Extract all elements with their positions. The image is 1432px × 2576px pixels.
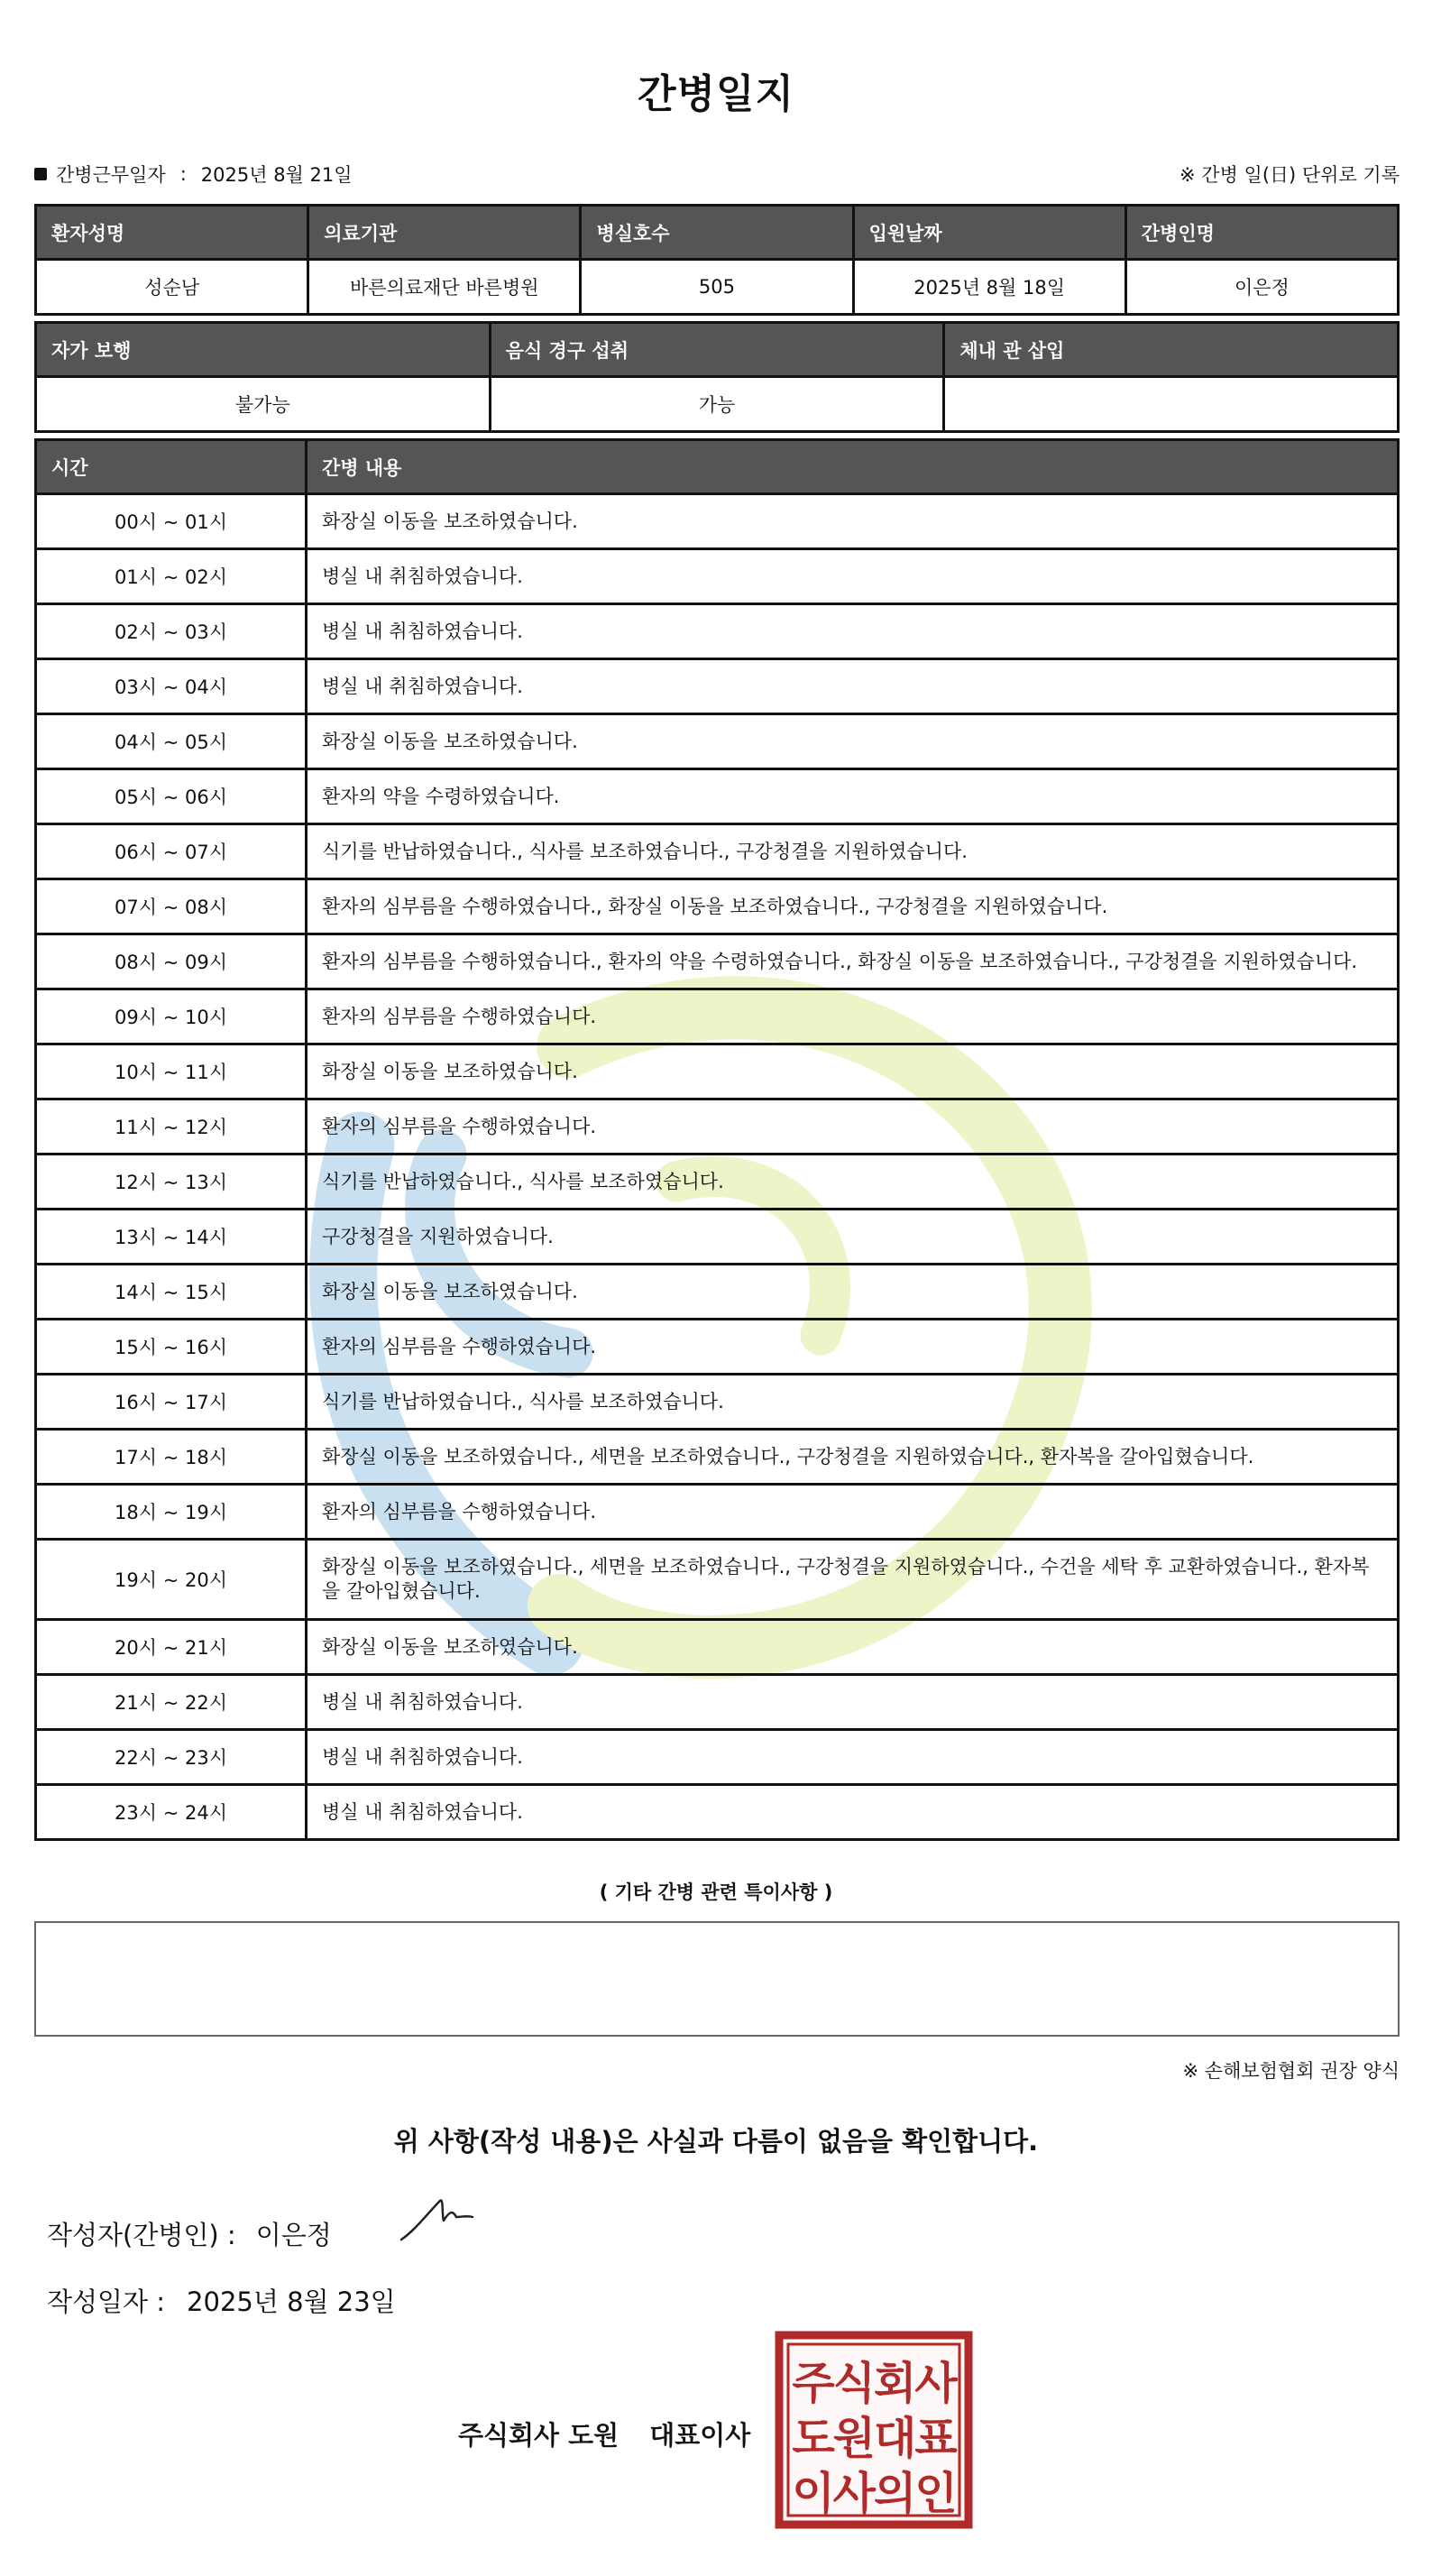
content-cell: 병실 내 취침하였습니다. xyxy=(307,1675,1399,1730)
table-row xyxy=(36,1730,1399,1785)
work-date-line xyxy=(34,161,353,188)
svg-text:이사의인: 이사의인 xyxy=(792,2468,956,2519)
caregiver-name: 이은정 xyxy=(1125,260,1398,315)
content-cell: 환자의 심부름을 수행하였습니다. xyxy=(307,1320,1399,1375)
header-self-walking: 자가 보행 xyxy=(36,323,491,377)
time-cell: 16시 ~ 17시 xyxy=(36,1375,307,1430)
table-row xyxy=(36,1265,1399,1320)
content-cell: 병실 내 취침하였습니다. xyxy=(307,1785,1399,1840)
table-row xyxy=(36,1155,1399,1210)
time-cell: 09시 ~ 10시 xyxy=(36,989,307,1044)
written-date-label: 작성일자 : xyxy=(47,2286,166,2317)
table-row xyxy=(36,1320,1399,1375)
time-cell: 07시 ~ 08시 xyxy=(36,879,307,934)
content-cell: 식기를 반납하였습니다., 식사를 보조하였습니다. xyxy=(307,1155,1399,1210)
time-cell: 11시 ~ 12시 xyxy=(36,1099,307,1155)
patient-name: 성순남 xyxy=(36,260,308,315)
header-caregiver-name: 간병인명 xyxy=(1125,206,1398,260)
time-cell: 04시 ~ 05시 xyxy=(36,714,307,769)
company-ceo-title: 대표이사 xyxy=(649,2420,751,2451)
content-cell: 화장실 이동을 보조하였습니다. xyxy=(307,494,1399,549)
time-cell: 05시 ~ 06시 xyxy=(36,769,307,824)
table-row xyxy=(36,549,1399,604)
content-cell: 화장실 이동을 보조하였습니다. xyxy=(307,714,1399,769)
admission-date: 2025년 8월 18일 xyxy=(853,260,1125,315)
oral-intake-value: 가능 xyxy=(490,377,944,432)
table-row xyxy=(36,934,1399,989)
table-row xyxy=(36,769,1399,824)
self-walking-value: 불가능 xyxy=(36,377,491,432)
table-row xyxy=(36,1044,1399,1099)
patient-info-value-row xyxy=(36,260,1399,315)
header-hospital: 의료기관 xyxy=(308,206,581,260)
content-cell: 화장실 이동을 보조하였습니다., 세면을 보조하였습니다., 구강청결을 지원하였습니다., 환자복을 갈아입혔습니다. xyxy=(307,1430,1399,1485)
table-row xyxy=(36,604,1399,659)
content-cell: 환자의 심부름을 수행하였습니다., 환자의 약을 수령하였습니다., 화장실 이동을 보조하였습니다., 구강청결을 지원하였습니다. xyxy=(307,934,1399,989)
content-cell: 화장실 이동을 보조하였습니다. xyxy=(307,1265,1399,1320)
table-row xyxy=(36,824,1399,879)
time-cell: 17시 ~ 18시 xyxy=(36,1430,307,1485)
patient-status-table xyxy=(34,321,1400,433)
table-row xyxy=(36,989,1399,1044)
svg-text:주식회사: 주식회사 xyxy=(792,2358,956,2409)
content-cell: 화장실 이동을 보조하였습니다. xyxy=(307,1620,1399,1675)
writer-name: 이은정 xyxy=(255,2220,332,2250)
time-cell: 20시 ~ 21시 xyxy=(36,1620,307,1675)
written-date-value: 2025년 8월 23일 xyxy=(187,2286,396,2317)
content-cell: 병실 내 취침하였습니다. xyxy=(307,659,1399,714)
table-row xyxy=(36,879,1399,934)
table-row xyxy=(36,1099,1399,1155)
table-row xyxy=(36,1485,1399,1540)
content-cell: 식기를 반납하였습니다., 식사를 보조하였습니다., 구강청결을 지원하였습니다. xyxy=(307,824,1399,879)
special-notes-box xyxy=(34,1921,1400,2037)
header-admission-date: 입원날짜 xyxy=(853,206,1125,260)
header-patient-name: 환자성명 xyxy=(36,206,308,260)
care-log-table xyxy=(34,438,1400,1841)
table-row xyxy=(36,1785,1399,1840)
patient-status-value-row xyxy=(36,377,1399,432)
header-oral-intake: 음식 경구 섭취 xyxy=(490,323,944,377)
patient-status-header-row xyxy=(36,323,1399,377)
signature-icon xyxy=(397,2190,487,2244)
time-cell: 10시 ~ 11시 xyxy=(36,1044,307,1099)
table-row xyxy=(36,1375,1399,1430)
header-room-number: 병실호수 xyxy=(581,206,853,260)
time-cell: 06시 ~ 07시 xyxy=(36,824,307,879)
time-cell: 21시 ~ 22시 xyxy=(36,1675,307,1730)
form-source-note: ※ 손해보험협회 권장 양식 xyxy=(1182,2060,1400,2082)
table-row xyxy=(36,1210,1399,1265)
time-cell: 08시 ~ 09시 xyxy=(36,934,307,989)
work-date-label: 간병근무일자 xyxy=(56,164,166,186)
content-cell: 환자의 심부름을 수행하였습니다. xyxy=(307,989,1399,1044)
time-cell: 23시 ~ 24시 xyxy=(36,1785,307,1840)
content-cell: 병실 내 취침하였습니다. xyxy=(307,604,1399,659)
record-unit-note: ※ 간병 일(日) 단위로 기록 xyxy=(1180,164,1400,186)
content-cell: 병실 내 취침하였습니다. xyxy=(307,1730,1399,1785)
room-number: 505 xyxy=(581,260,853,315)
time-cell: 00시 ~ 01시 xyxy=(36,494,307,549)
time-cell: 18시 ~ 19시 xyxy=(36,1485,307,1540)
content-cell: 화장실 이동을 보조하였습니다., 세면을 보조하였습니다., 구강청결을 지원하였습니다., 수건을 세탁 후 교환하였습니다., 환자복을 갈아입혔습니다. xyxy=(307,1540,1399,1620)
time-cell: 12시 ~ 13시 xyxy=(36,1155,307,1210)
content-cell: 환자의 심부름을 수행하였습니다. xyxy=(307,1099,1399,1155)
company-seal-icon xyxy=(774,2330,974,2530)
written-date-line xyxy=(47,2282,396,2319)
content-cell: 화장실 이동을 보조하였습니다. xyxy=(307,1044,1399,1099)
confirmation-statement: 위 사항(작성 내용)은 사실과 다름이 없음을 확인합니다. xyxy=(393,2126,1039,2157)
header-time: 시간 xyxy=(36,440,307,494)
time-cell: 13시 ~ 14시 xyxy=(36,1210,307,1265)
svg-text:도원대표: 도원대표 xyxy=(792,2413,956,2464)
table-row xyxy=(36,1675,1399,1730)
content-cell: 환자의 심부름을 수행하였습니다., 화장실 이동을 보조하였습니다., 구강청결을 지원하였습니다. xyxy=(307,879,1399,934)
content-cell: 환자의 심부름을 수행하였습니다. xyxy=(307,1485,1399,1540)
content-cell: 환자의 약을 수령하였습니다. xyxy=(307,769,1399,824)
patient-info-header-row xyxy=(36,206,1399,260)
time-cell: 14시 ~ 15시 xyxy=(36,1265,307,1320)
company-line xyxy=(458,2415,750,2452)
time-cell: 15시 ~ 16시 xyxy=(36,1320,307,1375)
time-cell: 19시 ~ 20시 xyxy=(36,1540,307,1620)
care-log-header-row xyxy=(36,440,1399,494)
table-row xyxy=(36,714,1399,769)
special-notes-title: ( 기타 간병 관련 특이사항 ) xyxy=(599,1881,833,1903)
time-cell: 22시 ~ 23시 xyxy=(36,1730,307,1785)
table-row xyxy=(36,1620,1399,1675)
page-title: 간병일지 xyxy=(637,71,794,117)
header-tube-insertion: 체내 관 삽입 xyxy=(944,323,1399,377)
colon: : xyxy=(179,163,187,185)
content-cell: 병실 내 취침하였습니다. xyxy=(307,549,1399,604)
time-cell: 02시 ~ 03시 xyxy=(36,604,307,659)
writer-label: 작성자(간병인) : xyxy=(47,2220,236,2250)
writer-line xyxy=(47,2215,332,2252)
bullet-square-icon xyxy=(34,168,47,180)
table-row xyxy=(36,659,1399,714)
work-date-value: 2025년 8월 21일 xyxy=(200,164,353,186)
table-row xyxy=(36,1540,1399,1620)
patient-info-table xyxy=(34,204,1400,316)
header-care-content: 간병 내용 xyxy=(307,440,1399,494)
table-row xyxy=(36,494,1399,549)
tube-insertion-value xyxy=(944,377,1399,432)
content-cell: 구강청결을 지원하였습니다. xyxy=(307,1210,1399,1265)
company-name: 주식회사 도원 xyxy=(458,2420,620,2451)
content-cell: 식기를 반납하였습니다., 식사를 보조하였습니다. xyxy=(307,1375,1399,1430)
time-cell: 01시 ~ 02시 xyxy=(36,549,307,604)
hospital-name: 바른의료재단 바른병원 xyxy=(308,260,581,315)
time-cell: 03시 ~ 04시 xyxy=(36,659,307,714)
table-row xyxy=(36,1430,1399,1485)
